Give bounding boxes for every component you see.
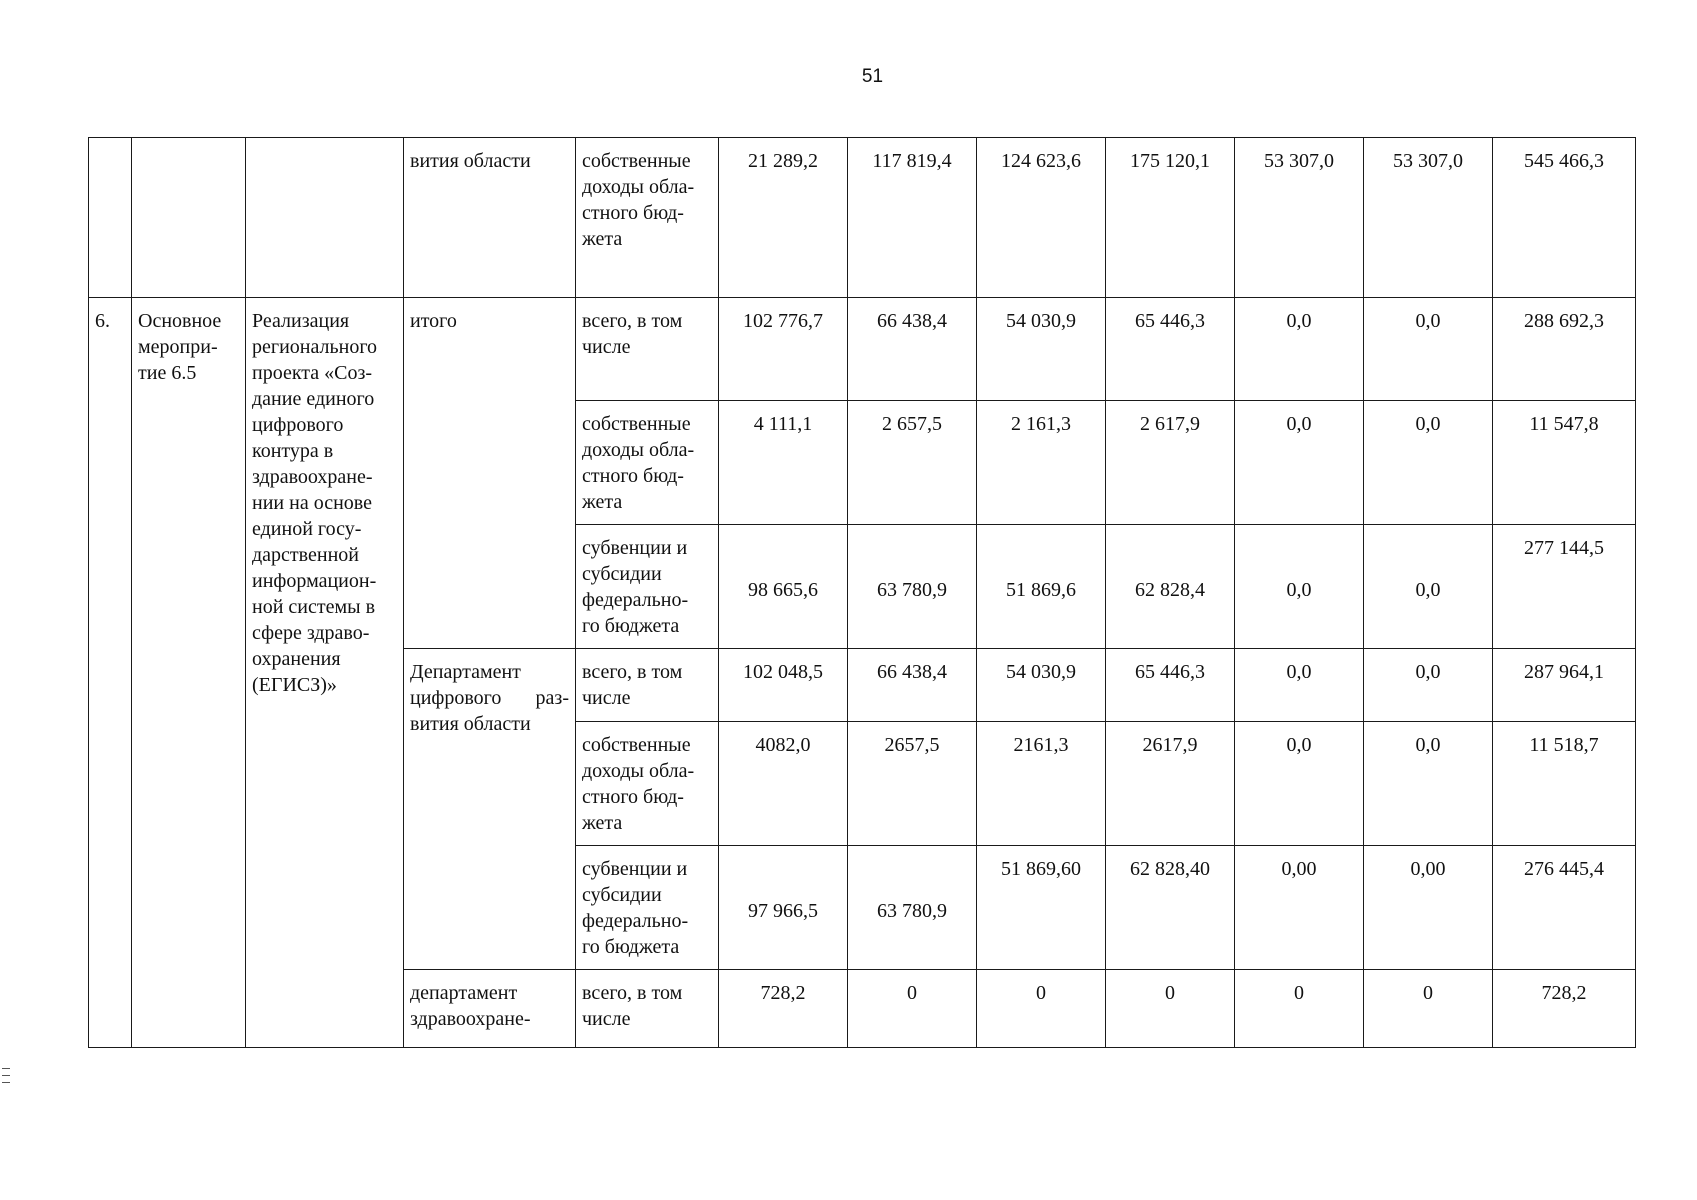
cell-value: 66 438,4: [848, 649, 977, 722]
cell-value: 0,0: [1235, 525, 1364, 649]
cell-value-total: 288 692,3: [1493, 298, 1636, 401]
cell-funding-source: субвенции и субсидии федерально- го бюджета: [576, 525, 719, 649]
margin-marks: [2, 1068, 10, 1089]
cell-value: 0,0: [1364, 649, 1493, 722]
cell-value: 0,0: [1235, 298, 1364, 401]
cell-item-name: [246, 138, 404, 298]
cell-value: 0: [1106, 970, 1235, 1048]
cell-executor-total: итого: [404, 298, 576, 649]
cell-value-total: 277 144,5: [1493, 525, 1636, 649]
cell-item-number: [89, 138, 132, 298]
cell-value: 65 446,3: [1106, 649, 1235, 722]
cell-value: 0: [848, 970, 977, 1048]
cell-value: 0: [1364, 970, 1493, 1048]
cell-value: 4 111,1: [719, 401, 848, 525]
cell-value-total: 287 964,1: [1493, 649, 1636, 722]
cell-value: 62 828,40: [1106, 846, 1235, 970]
cell-value: 2657,5: [848, 722, 977, 846]
cell-value: 124 623,6: [977, 138, 1106, 298]
cell-funding-source: всего, в том числе: [576, 649, 719, 722]
cell-value-total: 11 518,7: [1493, 722, 1636, 846]
cell-value: 102 048,5: [719, 649, 848, 722]
cell-value: 0: [1235, 970, 1364, 1048]
cell-funding-source: всего, в том числе: [576, 970, 719, 1048]
cell-value: 728,2: [719, 970, 848, 1048]
table-row: [89, 138, 1636, 298]
cell-value: 21 289,2: [719, 138, 848, 298]
cell-item-name: Реализация регионального проекта «Соз- дание единого цифрового контура в здравоохране- нии на основе единой госу- дарственной информацион- ной системы в сфере здраво- охранения (ЕГИСЗ)»: [246, 298, 404, 1048]
cell-value-total: 276 445,4: [1493, 846, 1636, 970]
cell-value: 51 869,60: [977, 846, 1106, 970]
cell-value: 2161,3: [977, 722, 1106, 846]
cell-value: 0: [977, 970, 1106, 1048]
cell-item-type: Основное меропри- тие 6.5: [132, 298, 246, 1048]
cell-value: 4082,0: [719, 722, 848, 846]
cell-value: 2 657,5: [848, 401, 977, 525]
cell-funding-source: собственные доходы обла- стного бюд- жета: [576, 401, 719, 525]
cell-executor-digital-dept: Департамент цифрового раз- вития области: [404, 649, 576, 970]
cell-value: 97 966,5: [719, 846, 848, 970]
cell-value: 0,0: [1364, 401, 1493, 525]
cell-value: 53 307,0: [1364, 138, 1493, 298]
cell-value: 0,00: [1364, 846, 1493, 970]
cell-funding-source: субвенции и субсидии федерально- го бюджета: [576, 846, 719, 970]
cell-value: 2 161,3: [977, 401, 1106, 525]
page-number: 51: [861, 66, 884, 87]
cell-value: 53 307,0: [1235, 138, 1364, 298]
cell-value: 62 828,4: [1106, 525, 1235, 649]
cell-value: 175 120,1: [1106, 138, 1235, 298]
cell-value-total: 11 547,8: [1493, 401, 1636, 525]
cell-value: 63 780,9: [848, 846, 977, 970]
cell-value: 98 665,6: [719, 525, 848, 649]
cell-value: 0,0: [1364, 525, 1493, 649]
cell-value: 0,0: [1235, 722, 1364, 846]
cell-value: 63 780,9: [848, 525, 977, 649]
cell-value: 0,0: [1364, 722, 1493, 846]
cell-value: 66 438,4: [848, 298, 977, 401]
cell-value: 54 030,9: [977, 649, 1106, 722]
cell-funding-source: собственные доходы обла- стного бюд- жета: [576, 722, 719, 846]
cell-executor-health-dept: департамент здравоохране-: [404, 970, 576, 1048]
cell-executor: вития области: [404, 138, 576, 298]
cell-item-number: 6.: [89, 298, 132, 1048]
cell-value: 117 819,4: [848, 138, 977, 298]
cell-value: 2617,9: [1106, 722, 1235, 846]
cell-funding-source: всего, в том числе: [576, 298, 719, 401]
cell-value: 102 776,7: [719, 298, 848, 401]
cell-value: 65 446,3: [1106, 298, 1235, 401]
cell-value: 0,0: [1235, 649, 1364, 722]
cell-value: 0,0: [1235, 401, 1364, 525]
cell-value-total: 728,2: [1493, 970, 1636, 1048]
cell-value: 2 617,9: [1106, 401, 1235, 525]
cell-value: 0,00: [1235, 846, 1364, 970]
cell-value: 0,0: [1364, 298, 1493, 401]
table-row: [89, 298, 1636, 401]
cell-value: 51 869,6: [977, 525, 1106, 649]
cell-funding-source: собственные доходы обла- стного бюд- жета: [576, 138, 719, 298]
cell-item-type: [132, 138, 246, 298]
cell-value-total: 545 466,3: [1493, 138, 1636, 298]
cell-value: 54 030,9: [977, 298, 1106, 401]
budget-table: [88, 137, 1636, 1048]
